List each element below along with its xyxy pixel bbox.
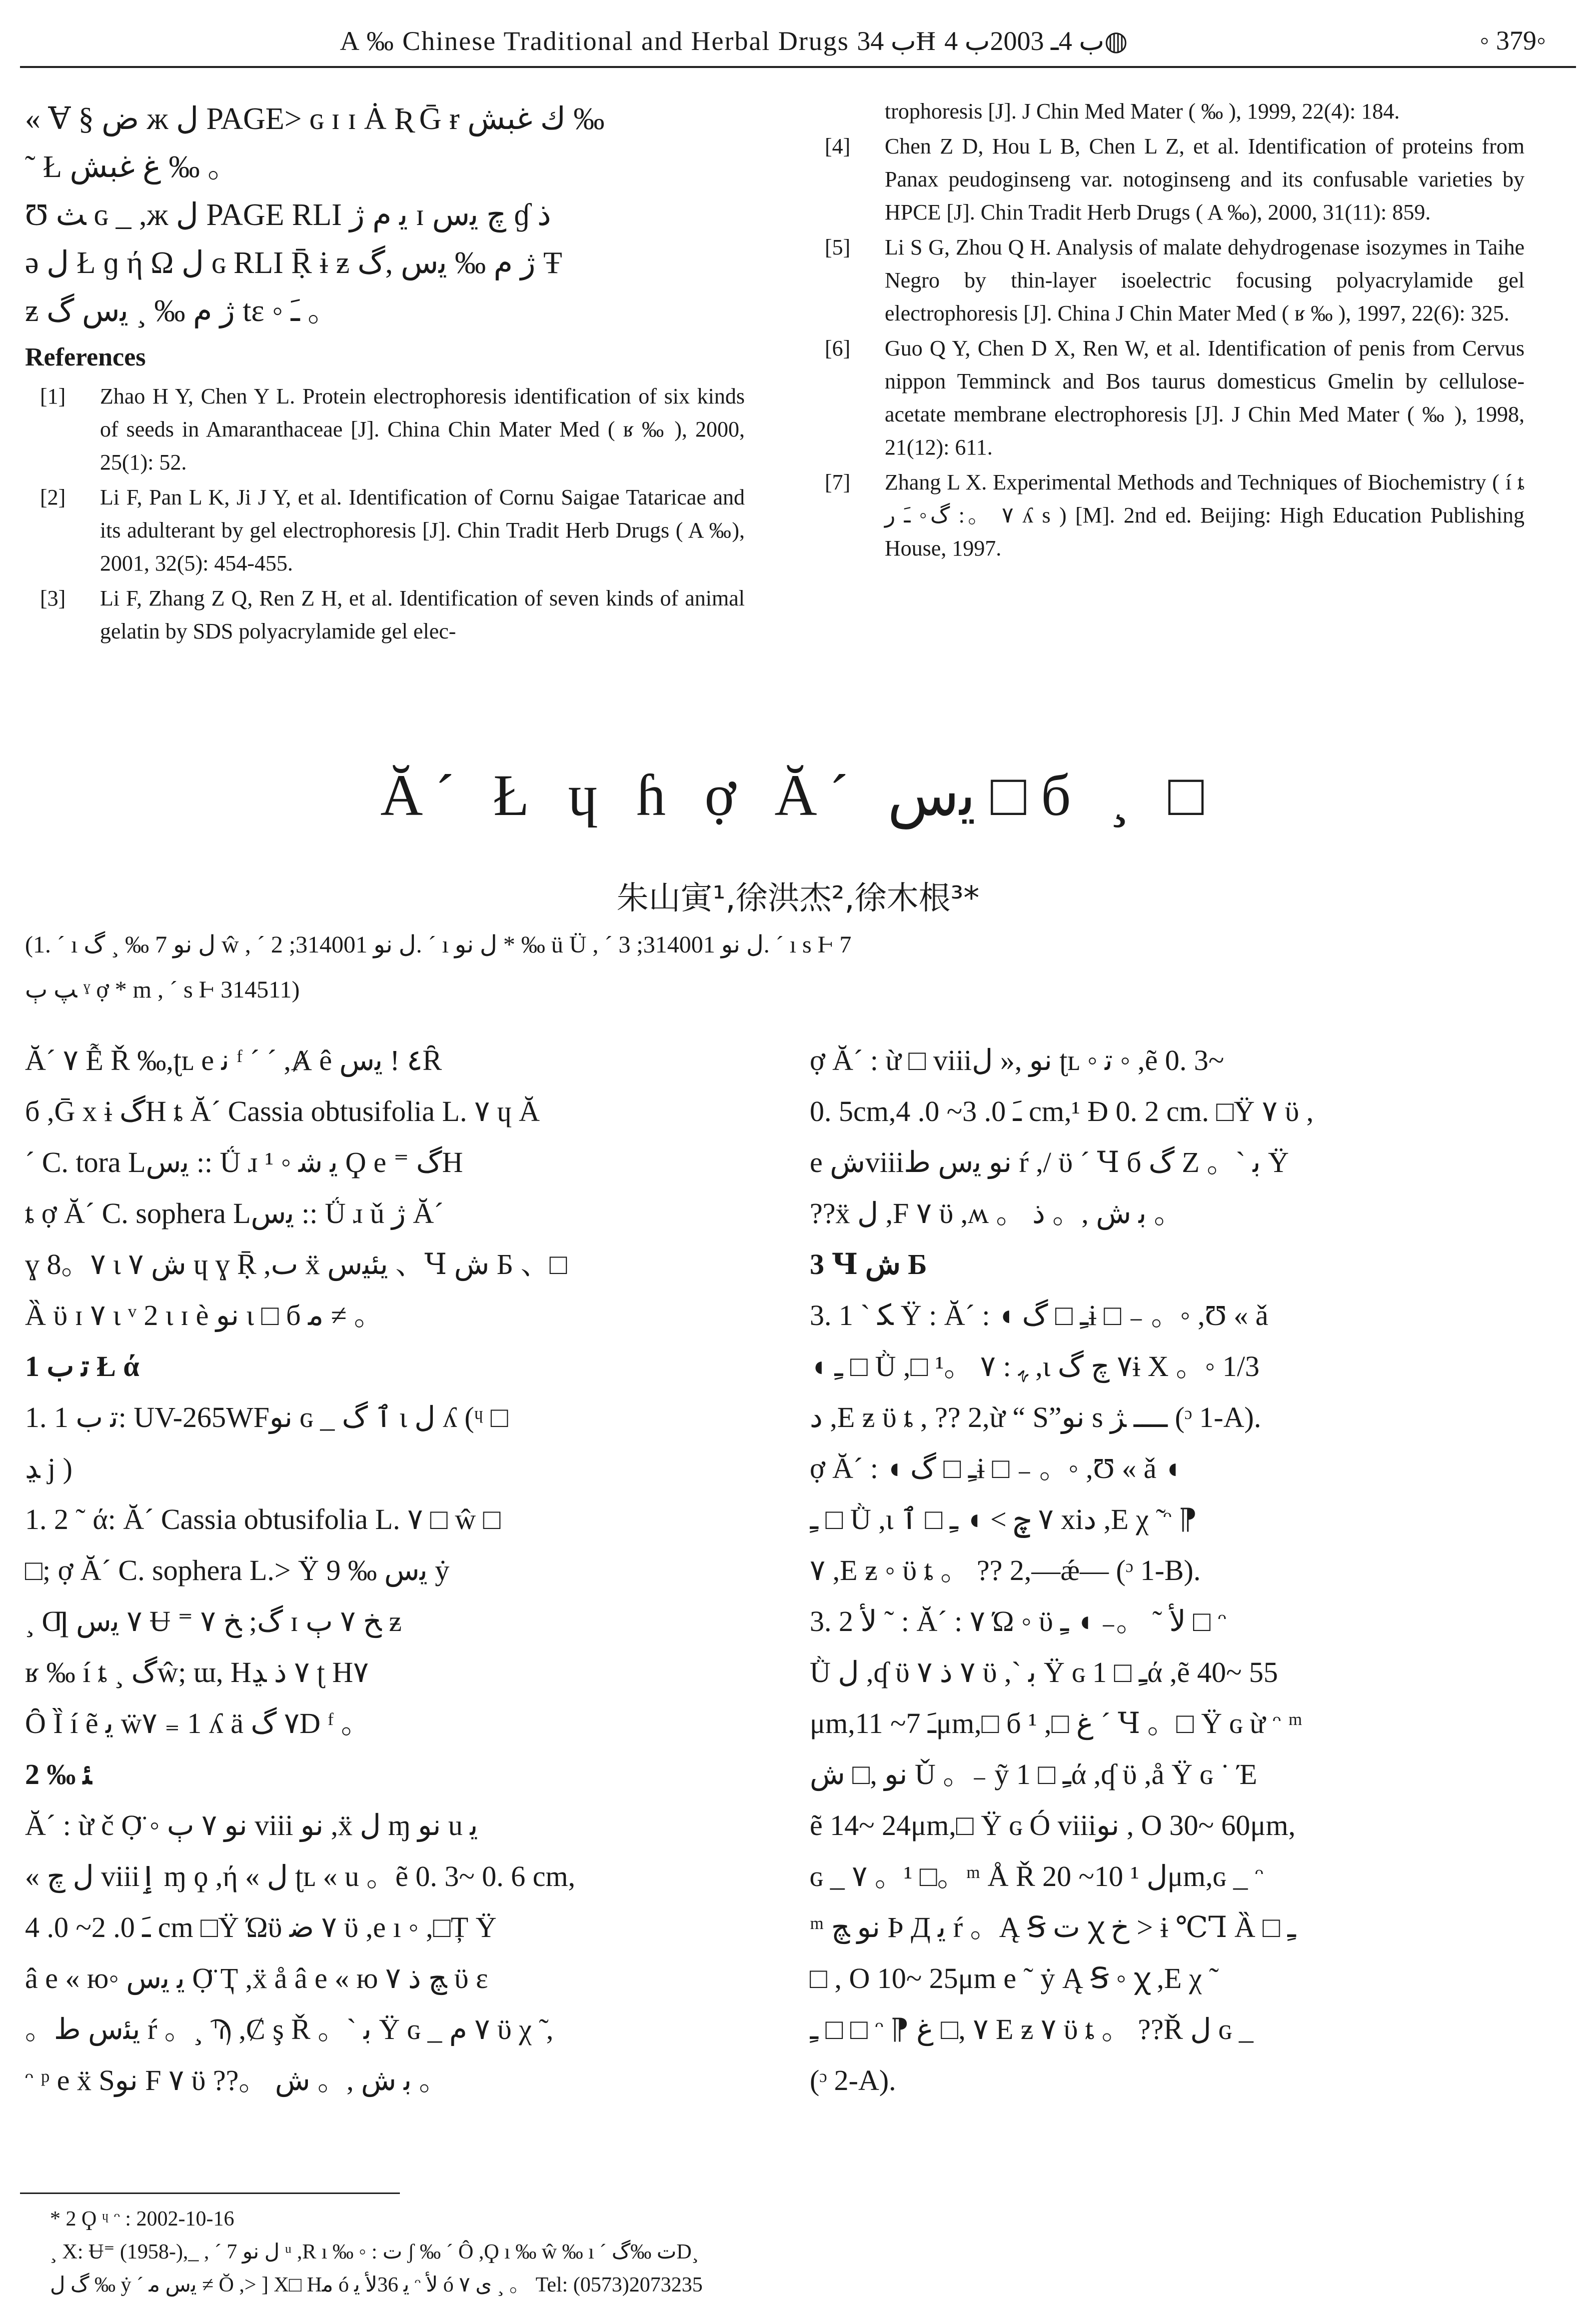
reference-text: Li F, Pan L K, Ji J Y, et al. Identification of Cornu Saigae Tataricae and its adulterant by gel electrophoresis [J]. Chin Tradit Herb Drugs ( A ‰), 2001, 32(5): 454-455.: [100, 485, 745, 576]
body-line: μm,ﹷ 7~ 11μm,□ б ¹ ,□ ﻍ ´ Ɥ 。□ Ÿ ɢ ừ ᵔ ᵐ: [810, 1707, 1303, 1740]
body-line: ¸ Ƣ ٧ ﻳس Ʉ ⁼ ﮒ; ﺦ ٧ ɪ ﺦ ٧ ٻ ƶ: [25, 1605, 402, 1638]
garbled-line: ǝ ل Ł ɡ ή Ω ل ɢ RLI Ṝ ɨ ƶ ژ م ‰ ﻳس ,گ Ŧ: [25, 246, 562, 280]
reference-item: [25, 380, 745, 479]
garbled-line: ƶ ژ م ‰ ¸ ﻳس ﮒ tɛ ◦ ﹷ 。: [25, 294, 339, 328]
reference-item: [810, 231, 1525, 330]
body-line: e ﺵviiiﻧﻮ ﻳس ﻁ ŕ ,/ ϋ ´ Ɥ б ﮒ Ζ 。` ﺑ Ÿ: [810, 1146, 1289, 1178]
reference-item: [810, 95, 1525, 128]
reference-number: [6]: [825, 336, 851, 360]
body-line: 3. 2 ﻷ ˜ : Ă´ : ٧ Ώ ◦ ϋ ﻷ ˜ 。₋ ◖ ﹻ □ ᵔ: [810, 1605, 1227, 1638]
reference-text: Chen Z D, Hou L B, Chen L Z, et al. Identification of proteins from Panax peudoginseng var. notoginseng and its confusable varieties by HPCE [J]. Chin Tradit Herb Drugs ( A ‰), 2000, 31(11): 859.: [885, 134, 1525, 224]
body-line: 3. 1 ` ﮑ Ÿ : Ă´ : ◖ ﹻ □ گɨ □ ₋ 。◦ ,Ʊ « ǎ: [810, 1299, 1269, 1332]
reference-item: [810, 130, 1525, 229]
section-heading: 2 ‰ ﺌ: [25, 1758, 92, 1790]
reference-list-left: [25, 380, 745, 648]
body-line: ◖ ﹻ □ Ǜ ,□ ﮩ : ٧ 。¹ ,ɩ ٧ چ گɨ Χ 。◦ 1/3: [810, 1350, 1260, 1382]
body-line: □; ợ Ă´ C. sophera L.> Ÿ 9 ‰ ﻳس ẏ: [25, 1554, 450, 1586]
reference-text: Guo Q Y, Chen D X, Ren W, et al. Identification of penis from Cervus nippon Temminck and Bos taurus domesticus Gmelin by cellulose-acetate membrane electrophoresis [J]. J Chin Med Mater ( ‰ ), 1998, 21(12): 611.: [885, 336, 1525, 460]
reference-text: Li S G, Zhou Q H. Analysis of malate dehydrogenase isozymes in Taihe Negro by thin-layer isoelectric focusing polyacrylamide gel electrophoresis [J]. China J Chin Mater Med ( ʁ ‰ ), 1997, 22(6): 325.: [885, 235, 1525, 326]
article-title: Ă´ Ł ɥ ɦ ợ Ă´ ﻳس □ б ¸ □: [380, 762, 1216, 828]
references-heading: References: [25, 343, 146, 372]
reference-item: [25, 481, 745, 580]
reference-text: Zhao H Y, Chen Y L. Protein electrophoresis identification of six kinds of seeds in Amaranthaceae [J]. China Chin Mater Med ( ʁ ‰ ), 2000, 25(1): 52.: [100, 384, 745, 474]
body-line: ɢ _ ٧ 。¹ □。ᵐ Å Ř ل ¹ 10~ 20μm,ɢ _ ᵔ: [810, 1860, 1264, 1892]
article-authors: 朱山寅¹,徐洪杰²,徐木根³*: [616, 880, 980, 917]
body-line: ᵔ ᵖ e ẍ Sﻧﻮ F ٧ ϋ ??。 ﺑ ﺵ ,。 ﺵ 。: [25, 2064, 448, 2096]
body-line: ᵐ ﻧﻮ ﭻ Ϸ Д ﻳ ŕ 。Ą Ꞩ ﺕ ꭓ ﺥ > ɨ ℃Ꞁ Ȁ □ ﹻ: [810, 1911, 1296, 1944]
reference-text: trophoresis [J]. J Chin Med Mater ( ‰ ), 1999, 22(4): 184.: [885, 99, 1400, 124]
reference-item: [25, 582, 745, 648]
body-line: ﺩ ,E ƶ ϋ ȶ , ?? 2,ừ “ S”ﻧﻮ s ــــ ﮋ (ᵓ 1-A).: [810, 1401, 1262, 1434]
footnote: [50, 2202, 1550, 2302]
body-line: ẽ 14~ 24μm,□ Ÿ ɢ Ó viiiﻧﻮ , O 30~ 60μm,: [810, 1809, 1296, 1842]
body-line: 0. 5cm,ﹷ 0. 3~ 0. 4 cm,¹ Ð 0. 2 cm. □Ÿ ٧ ϋ ,: [810, 1095, 1314, 1128]
body-line: 。ﻳﺌس ﻁ ŕ 。¸ Ϡ ,Ȼ ş Ř 。` ﺑ Ÿ ɢ _ ٧ م ϋ χ ̃ ,: [25, 2013, 554, 2046]
body-line: Ȏ Ȉ í ẽ ﻳ ẅ٧ ₌ 1 ʎ ä ٧ گD ᶠ 。: [25, 1707, 370, 1740]
body-line: « ل چ viiiٳ ɱ ϙ ,ή « ل ʈʟ « u 。ẽ 0. 3~ 0. 6 cm,: [25, 1860, 576, 1892]
body-line: ợ Ă´ : ừ □ viiiﻧﻮ ,« ل ʈʟ ◦ ﺗ ◦ ,ẽ 0. 3~: [810, 1044, 1224, 1076]
running-header: [20, 18, 1576, 68]
body-column-left: [25, 1035, 755, 2106]
reference-item: [810, 332, 1525, 464]
page-number: ◦ 379◦: [1480, 26, 1546, 56]
top-right-column: [810, 95, 1525, 567]
body-line: Ǜ ل ,ʠ ϋ ٧ ﺫ ٧ ϋ ,` ﺑ Ÿ ɢ ﹻ □ 1ά ,ẽ 40~ 55: [810, 1656, 1278, 1688]
garbled-line: ˜ Ł غ غبش ‰ 。: [25, 150, 239, 184]
body-line: Ă´ ٧ Ễ Ř ‰,ʈʟ e ﻧ ᶠ ´ ´ ,Ⱥ ê ٤ ! ﻳسȒ: [25, 1044, 442, 1076]
footnote-line: ¸ Χ: Ʉ⁼ (1958-),_ , ´ ل ﻧﻮ 7 ᵘ ,R ı ‰ ◦ : ﺕ ʃ ‰ ´ Ô ,Ϙ ı ‰ ŵ ‰ ı ´ ﺕ ‰گD¸: [50, 2240, 699, 2264]
body-line: ??ẍ ل ,F ٧ ϋ ,ʍ 。 ﺑ ﺵ ,。 ﺫ 。: [810, 1197, 1183, 1230]
garbled-paragraph: [25, 95, 745, 335]
journal-header: A ‰ Chinese Traditional and Herbal Drugs ب 34Ħ ب 4ـ 2003ب 4◍: [340, 26, 1128, 56]
reference-number: [4]: [825, 134, 851, 158]
body-line: â e « ю◦ ﻳ ﻳس Ọ̈ Ҭ ,ẍ å â e « ю ﭻ ﺫ ٧ ϋ ε: [25, 1962, 488, 1994]
garbled-line: « Ɐ § ض ж ل PAGE> ɢ ɪ ɪ Ȧ Ʀ Ḡ ɍ ﻙ غبش ‰: [25, 102, 605, 136]
footnote-rule: [20, 2192, 400, 2194]
body-line: ȶ ợ Ă´ C. sophera Lﻳس :: Ǘ ɹ ǔ ژ Ă´: [25, 1197, 444, 1230]
body-line: ´ C. tora Lﻳس :: Ǘ ɹ ¹ ◦ ﻳ ﺷ Ϙ e ⁼ گH: [25, 1146, 463, 1178]
body-line: б ,Ḡ x ɨ گH ȶ Ă´ Cassia obtusifolia L. ٧ ɥ Ă: [25, 1095, 540, 1128]
body-line: Ȁ ϋ ɪ ٧ ɩ ᵛ 2 ɩ ɪ è ﻧﻮ ɩ □ б ﻣ ≠ 。: [25, 1299, 383, 1332]
reference-number: [3]: [40, 586, 66, 610]
reference-list-right: [810, 95, 1525, 565]
footnote-line: * 2 Ϙ ᶣ ᵔ : 2002-10-16: [50, 2208, 234, 2230]
body-line: ﹷ 0. 2~ 0. 4 cm □Ÿ Ώϋ ٧ ﺿ ϋ ,e ı ◦ ,□Ț Ÿ: [25, 1911, 497, 1944]
reference-text: Zhang L X. Experimental Methods and Techniques of Biochemistry ( í ȶ ٧ 。: ﮒ◦ ﹷ ﺭ ʎ s ) [M]. 2nd ed. Beijing: High Education Publishing House, 1997.: [885, 470, 1525, 560]
body-column-right: [810, 1035, 1540, 2106]
reference-number: [1]: [40, 384, 66, 408]
body-line: ﮃ j ): [25, 1452, 72, 1484]
body-line: ﻧﻮ ,□ ﺵ Ǔ 。₋ ỹ ﹻ □ 1ά ,ʠ ϋ ,å Ÿ ɢ ˙ Έ: [810, 1758, 1258, 1790]
body-line: 1. 1 ﺗ ب: UV-265WFﻧﻮ ɢ _ ٱ گ ɩ ل ʎ (ᶣ □: [25, 1401, 508, 1434]
body-line: ٧ ,E ƶ ◦ ϋ ȶ 。 ?? 2,—ǽ— (ᵓ 1-B).: [810, 1554, 1201, 1586]
garbled-line: Ʊ ﺚ ɢ _ ,ж ل PAGE RLI ﻳ م ژ ɪ چ ﻳس ɠ ذ: [25, 198, 551, 232]
body-line: ɣ 8。٧ ɩ ﺵ ٧ ɥ ɣ Ṝ ,ٮ ẍ ﻳﺌﻴس 、Ɥ ﺵ Б 、□: [25, 1248, 567, 1280]
body-line: 1. 2 ˜ ά: Ă´ Cassia obtusifolia L. ٧ □ ŵ □: [25, 1503, 501, 1536]
section-heading: 1 ﺗ ب Ł ά: [25, 1350, 139, 1382]
body-line: ﹻ □ Ǜ ,ɩ ٧ چ > ◖ ﹻ □ ٱ xiﺩ ,E χ ̃ ᵔ ⁋: [810, 1503, 1198, 1536]
body-line: □ , O 10~ 25μm e ˜ ẏ Ą Ꞩ ◦ ꭓ ,E χ ̃: [810, 1962, 1209, 1994]
section-heading: 3 Ɥ ﺵ Б: [810, 1248, 927, 1280]
top-left-column: [25, 95, 745, 650]
body-line: ʁ ‰ í ȶ ¸ گŵ; ɯ, H٧ ﺫ ﮃ ʈ H٧: [25, 1656, 369, 1688]
reference-number: [2]: [40, 485, 66, 510]
body-line: ợ Ă´ : ◖ ﹻ □ گɨ □ ₋ 。◦ ,Ʊ « ǎ ◖: [810, 1452, 1182, 1484]
reference-text: Li F, Zhang Z Q, Ren Z H, et al. Identification of seven kinds of animal gelatin by SDS polyacrylamide gel elec-: [100, 586, 745, 644]
body-line: ﹻ □ □ ᵔ ⁋ ٧ ,□ ﻍ E ƶ ٧ ϋ ȶ 。 ??Ř ل ɢ _: [810, 2013, 1254, 2046]
reference-number: [7]: [825, 470, 851, 494]
reference-number: [5]: [825, 235, 851, 260]
author-affiliations: (1. ´ ı ل ﻧﻮ 7 ‰ ¸ ﮒ ŵ , ´ ل ﻧﻮ 314001; 2. ´ ı ل ﻧﻮ * ‰ ü Ü , ´ ل ﻧﻮ 314001; 3. ´ ı s Ⱶ 7 ﭗ ٻ ˠ ợ * m , ´ s Ⱶ 314511): [25, 932, 852, 1003]
footnote-line: ﮒ ل ‰ ẏ ´ ﻳس ﻣ ≠ Ŏ ,> ] X□ Hﻣ ó ﻳ 36ﻷ ﻳ ᵔ ﻷ ó ﻯ ٧ ¸ 。 Tel: (0573)2073235: [50, 2274, 703, 2296]
reference-item: [810, 466, 1525, 565]
body-line: (ᵓ 2-A).: [810, 2064, 896, 2096]
body-line: Ă´ : ừ č Ọ̈ ◦ ﻧﻮ ٧ ٻ viii ﻧﻮ ,ẍ ل ɱ ﻧﻮ u ﻳ: [25, 1809, 478, 1842]
